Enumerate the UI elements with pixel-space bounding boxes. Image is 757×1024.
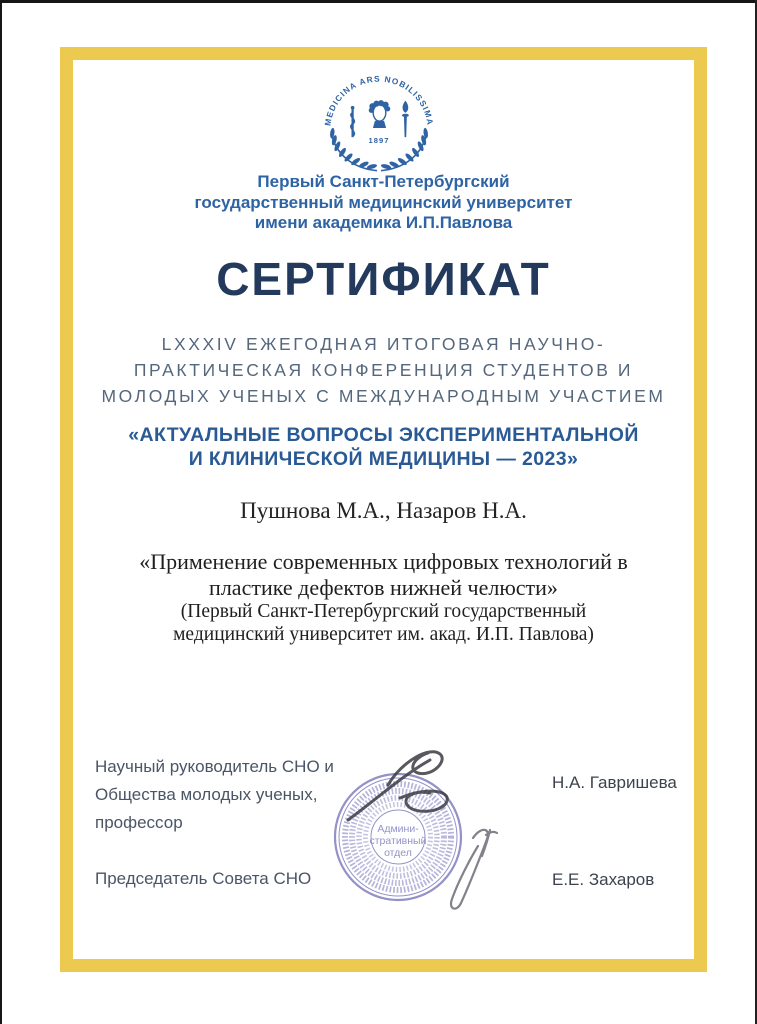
certificate-title: СЕРТИФИКАТ — [216, 253, 551, 305]
signer-name-gavrisheva: Н.А. Гавришева — [552, 773, 677, 792]
work-affiliation — [73, 600, 694, 646]
stamp-center-text-line: отдел — [384, 847, 412, 859]
emblem-arc-text: MEDICINA ARS NOBILISSIMA — [321, 74, 436, 127]
conference-name-line: МОЛОДЫХ УЧЕНЫХ С МЕЖДУНАРОДНЫМ УЧАСТИЕМ — [101, 386, 666, 406]
university-name — [73, 172, 694, 234]
signer-role-line: Научный руководитель СНО и — [95, 757, 334, 776]
classical-head-icon — [368, 100, 390, 128]
torch-icon — [401, 101, 408, 138]
asclepius-rod-icon — [350, 106, 354, 137]
university-emblem-icon — [313, 74, 445, 178]
emblem-year: 1897 — [368, 136, 389, 146]
conference-name-line: ПРАКТИЧЕСКАЯ КОНФЕРЕНЦИЯ СТУДЕНТОВ И — [133, 360, 634, 380]
signer-role-supervisor — [95, 753, 345, 837]
work-title-line: «Применение современных цифровых технологий в — [139, 549, 628, 574]
university-name-line: Первый Санкт-Петербургский — [257, 172, 510, 191]
recipient-names: Пушнова М.А., Назаров Н.А. — [240, 498, 527, 523]
signer-role-line: Общества молодых ученых, — [95, 785, 318, 804]
work-affiliation-line: медицинский университет им. акад. И.П. Павлова) — [173, 624, 594, 645]
university-name-line: государственный медицинский университет — [194, 192, 573, 212]
university-emblem — [0, 74, 757, 183]
signature-light-icon — [451, 830, 497, 909]
conference-theme — [73, 423, 694, 471]
stamp-center-text-line: Адмиʜи- — [377, 823, 419, 835]
work-title — [73, 549, 694, 601]
work-affiliation-line: (Первый Санкт-Петербургский государственный — [180, 601, 587, 622]
work-title-line: пластике дефектов нижней челюсти» — [209, 575, 558, 600]
photo-edge-top — [0, 0, 757, 3]
conference-theme-line: «АКТУАЛЬНЫЕ ВОПРОСЫ ЭКСПЕРИМЕНТАЛЬНОЙ — [128, 424, 639, 446]
signer-name-zakharov: Е.Е. Захаров — [552, 870, 655, 889]
svg-text:MEDICINA ARS NOBILISSIMA — [322, 74, 435, 126]
signer-role-chairman: Председатель Совета СНО — [95, 869, 312, 888]
conference-theme-line: И КЛИНИЧЕСКОЙ МЕДИЦИНЫ — 2023» — [188, 448, 579, 470]
conference-name-line: LXXXIV ЕЖЕГОДНАЯ ИТОГОВАЯ НАУЧНО- — [161, 334, 606, 354]
stamp-and-signatures — [318, 740, 538, 925]
signer-role-line: профессор — [95, 813, 183, 832]
university-name-line: имени академика И.П.Павлова — [254, 213, 513, 232]
stamp-center-text-line: стративный — [369, 835, 427, 847]
conference-name — [73, 331, 694, 409]
